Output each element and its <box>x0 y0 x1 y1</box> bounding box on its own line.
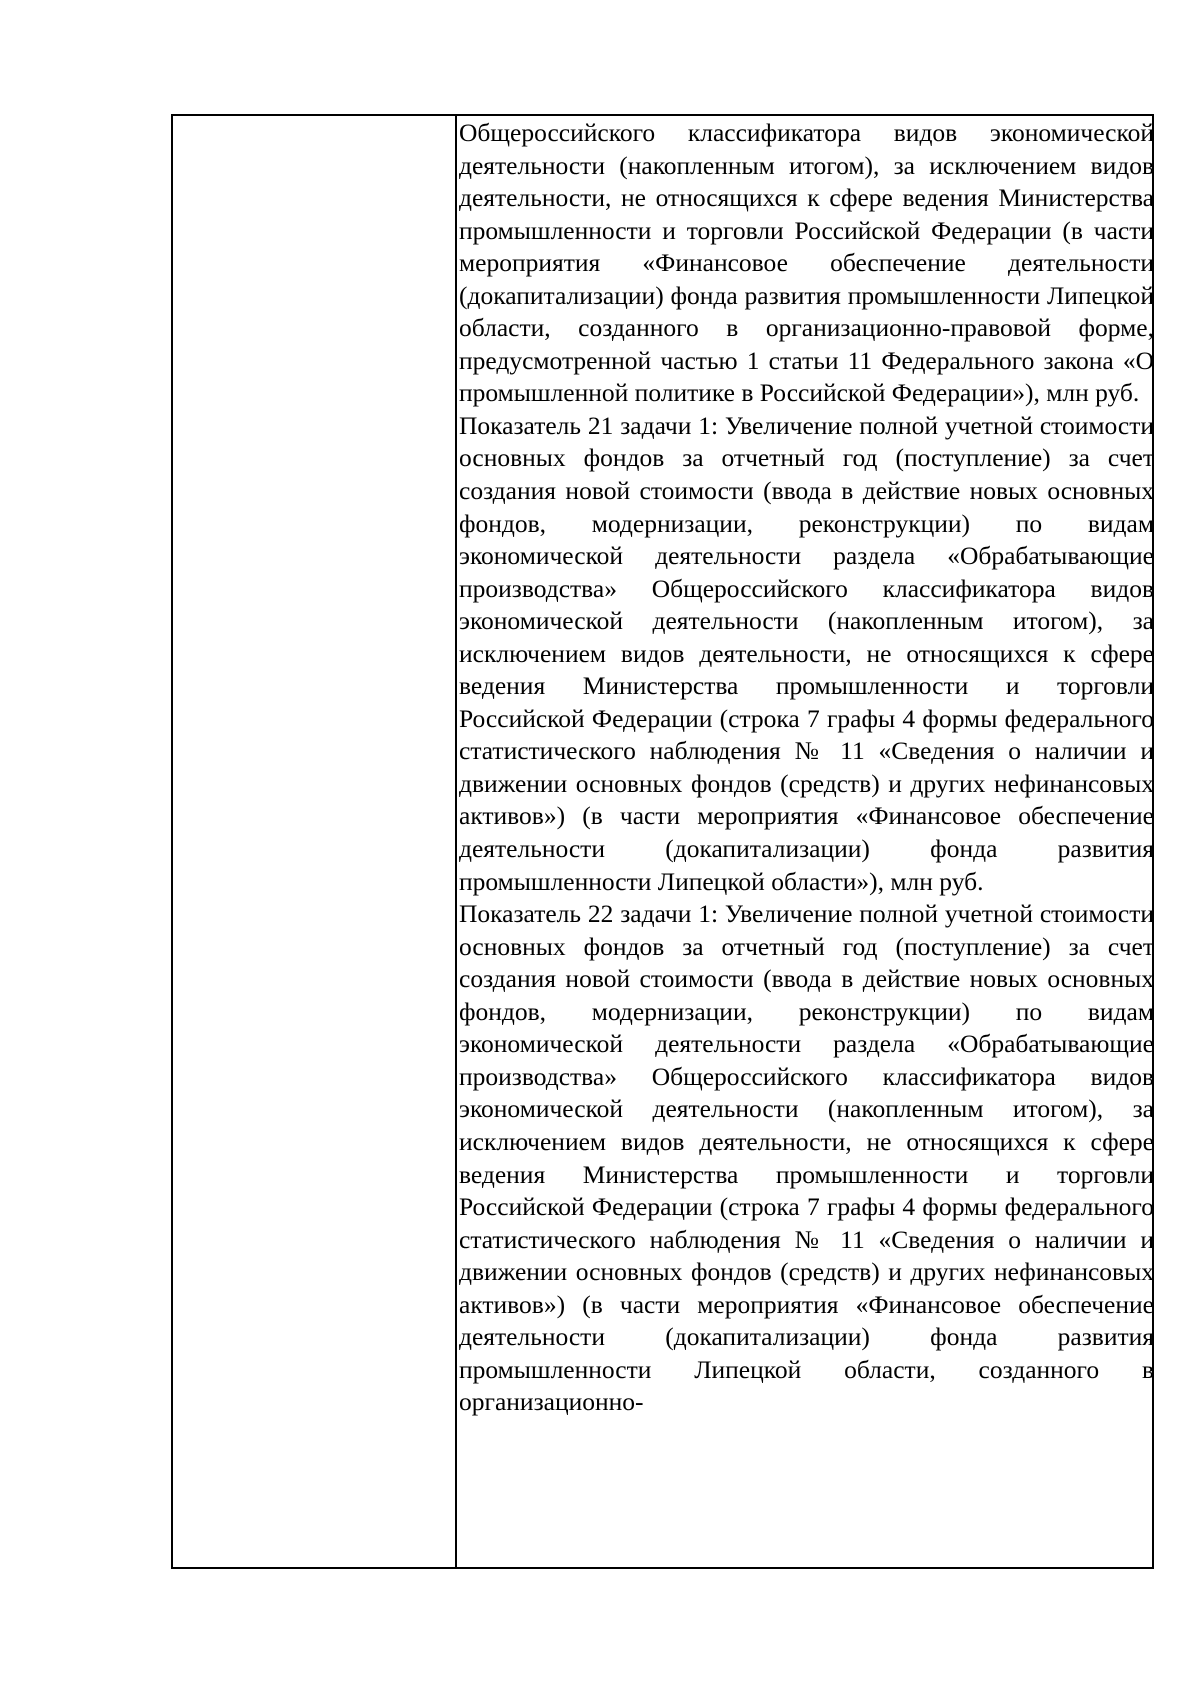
table-row <box>172 115 1153 1568</box>
paragraph-indicator-21: Показатель 21 задачи 1: Увеличение полной учетной стоимости основных фондов за отчетный год (поступление) за счет создания новой стоимости (ввода в действие новых основных фондов, модернизации, реконструкции) по видам экономической деятельности раздела «Обрабатывающие производства» Общероссийского классификатора видов экономической деятельности (накопленным итогом), за исключением видов деятельности, не относящихся к сфере ведения Министерства промышленности и торговли Российской Федерации (строка 7 графы 4 формы федерального статистического наблюдения № 11 «Сведения о наличии и движении основных фондов (средств) и других нефинансовых активов») (в части мероприятия «Финансовое обеспечение деятельности (докапитализации) фонда развития промышленности Липецкой области»), млн руб. <box>459 410 1154 896</box>
paragraph-indicator-22: Показатель 22 задачи 1: Увеличение полной учетной стоимости основных фондов за отчетный год (поступление) за счет создания новой стоимости (ввода в действие новых основных фондов, модернизации, реконструкции) по видам экономической деятельности раздела «Обрабатывающие производства» Общероссийского классификатора видов экономической деятельности (накопленным итогом), за исключением видов деятельности, не относящихся к сфере ведения Министерства промышленности и торговли Российской Федерации (строка 7 графы 4 формы федерального статистического наблюдения № 11 «Сведения о наличии и движении основных фондов (средств) и других нефинансовых активов») (в части мероприятия «Финансовое обеспечение деятельности (докапитализации) фонда развития промышленности Липецкой области, созданного в организационно- <box>459 899 1154 1417</box>
indicator-table <box>171 114 1154 1569</box>
table-cell-left <box>172 115 456 1568</box>
indicator-description <box>457 116 1154 1419</box>
left-cell-text <box>173 116 457 117</box>
paragraph-continuation: Общероссийского классификатора видов экономической деятельности (накопленным итогом), за исключением видов деятельности, не относящихся к сфере ведения Министерства промышленности и торговли Российской Федерации (в части мероприятия «Финансовое обеспечение деятельности (докапитализации) фонда развития промышленности Липецкой области, созданного в организационно-правовой форме, предусмотренной частью 1 статьи 11 Федерального закона «О промышленной политике в Российской Федерации»), млн руб. <box>459 118 1154 408</box>
table-cell-right <box>456 115 1153 1568</box>
